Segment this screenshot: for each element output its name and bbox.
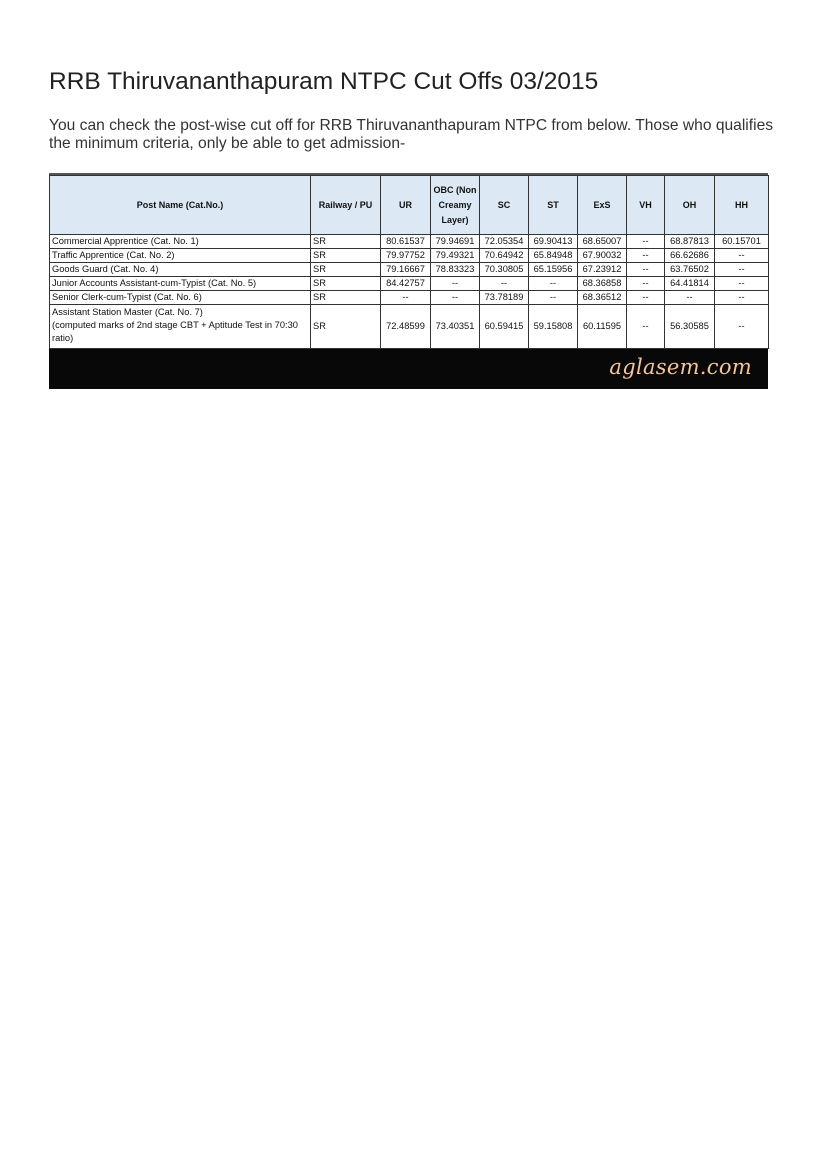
cell-post (50, 305, 311, 349)
table-row (50, 263, 769, 277)
cutoff-table (49, 175, 769, 349)
cell-hh: -- (715, 263, 769, 277)
cell-oh: 68.87813 (665, 235, 715, 249)
cell-exs: 67.23912 (578, 263, 627, 277)
cell-post: Goods Guard (Cat. No. 4) (50, 263, 311, 277)
cell-oh: 66.62686 (665, 249, 715, 263)
header-st: ST (529, 176, 578, 235)
cell-ur: 72.48599 (381, 305, 431, 349)
cutoff-image-block (49, 173, 768, 389)
cell-exs: 60.11595 (578, 305, 627, 349)
header-exs: ExS (578, 176, 627, 235)
cell-sc: 60.59415 (480, 305, 529, 349)
cell-railway: SR (311, 235, 381, 249)
cell-sc: -- (480, 277, 529, 291)
cell-obc: 73.40351 (431, 305, 480, 349)
cell-post: Junior Accounts Assistant-cum-Typist (Cat. No. 5) (50, 277, 311, 291)
cell-oh: 64.41814 (665, 277, 715, 291)
cell-st: 69.90413 (529, 235, 578, 249)
page-title: RRB Thiruvananthapuram NTPC Cut Offs 03/2015 (49, 68, 599, 95)
cell-railway: SR (311, 263, 381, 277)
cell-sc: 70.64942 (480, 249, 529, 263)
cell-oh: -- (665, 291, 715, 305)
cell-exs: 67.90032 (578, 249, 627, 263)
cell-railway: SR (311, 277, 381, 291)
cell-exs: 68.36512 (578, 291, 627, 305)
header-oh: OH (665, 176, 715, 235)
post-note: (computed marks of 2nd stage CBT + Aptitude Test in 70:30 ratio) (52, 320, 298, 343)
cell-obc: -- (431, 277, 480, 291)
cell-st: -- (529, 291, 578, 305)
cell-vh: -- (627, 249, 665, 263)
cell-sc: 70.30805 (480, 263, 529, 277)
cell-hh: -- (715, 249, 769, 263)
cell-vh: -- (627, 305, 665, 349)
cell-st: 65.15956 (529, 263, 578, 277)
cell-railway: SR (311, 249, 381, 263)
header-post-name: Post Name (Cat.No.) (50, 176, 311, 235)
cell-obc: 79.49321 (431, 249, 480, 263)
cell-exs: 68.36858 (578, 277, 627, 291)
cell-vh: -- (627, 263, 665, 277)
cell-st: 59.15808 (529, 305, 578, 349)
cell-railway: SR (311, 305, 381, 349)
header-sc: SC (480, 176, 529, 235)
cell-post: Traffic Apprentice (Cat. No. 2) (50, 249, 311, 263)
header-vh: VH (627, 176, 665, 235)
header-obc: OBC (Non Creamy Layer) (431, 176, 480, 235)
table-row (50, 291, 769, 305)
cell-post: Commercial Apprentice (Cat. No. 1) (50, 235, 311, 249)
cell-ur: 84.42757 (381, 277, 431, 291)
cell-ur: -- (381, 291, 431, 305)
header-railway: Railway / PU (311, 176, 381, 235)
cell-ur: 79.16667 (381, 263, 431, 277)
cell-obc: 78.83323 (431, 263, 480, 277)
intro-paragraph: You can check the post-wise cut off for RRB Thiruvananthapuram NTPC from below. Those who qualifies the minimum criteria, only be able to get admission- (49, 117, 774, 152)
header-ur: UR (381, 176, 431, 235)
cell-sc: 72.05354 (480, 235, 529, 249)
cell-exs: 68.65007 (578, 235, 627, 249)
cell-post: Senior Clerk-cum-Typist (Cat. No. 6) (50, 291, 311, 305)
brand-watermark: aglasem.com (609, 355, 752, 379)
table-row (50, 249, 769, 263)
cell-ur: 80.61537 (381, 235, 431, 249)
table-row (50, 277, 769, 291)
cell-oh: 56.30585 (665, 305, 715, 349)
cell-obc: -- (431, 291, 480, 305)
cell-sc: 73.78189 (480, 291, 529, 305)
cell-oh: 63.76502 (665, 263, 715, 277)
cell-hh: -- (715, 291, 769, 305)
cell-hh: -- (715, 305, 769, 349)
cell-ur: 79.97752 (381, 249, 431, 263)
header-hh: HH (715, 176, 769, 235)
cell-st: -- (529, 277, 578, 291)
cell-railway: SR (311, 291, 381, 305)
cell-vh: -- (627, 291, 665, 305)
post-title: Assistant Station Master (Cat. No. 7) (52, 307, 203, 317)
table-row (50, 305, 769, 349)
cell-hh: 60.15701 (715, 235, 769, 249)
cell-st: 65.84948 (529, 249, 578, 263)
cell-obc: 79.94691 (431, 235, 480, 249)
cell-hh: -- (715, 277, 769, 291)
cell-vh: -- (627, 277, 665, 291)
table-header-row (50, 176, 769, 235)
brand-footer-bar (49, 349, 768, 389)
table-row (50, 235, 769, 249)
cell-vh: -- (627, 235, 665, 249)
